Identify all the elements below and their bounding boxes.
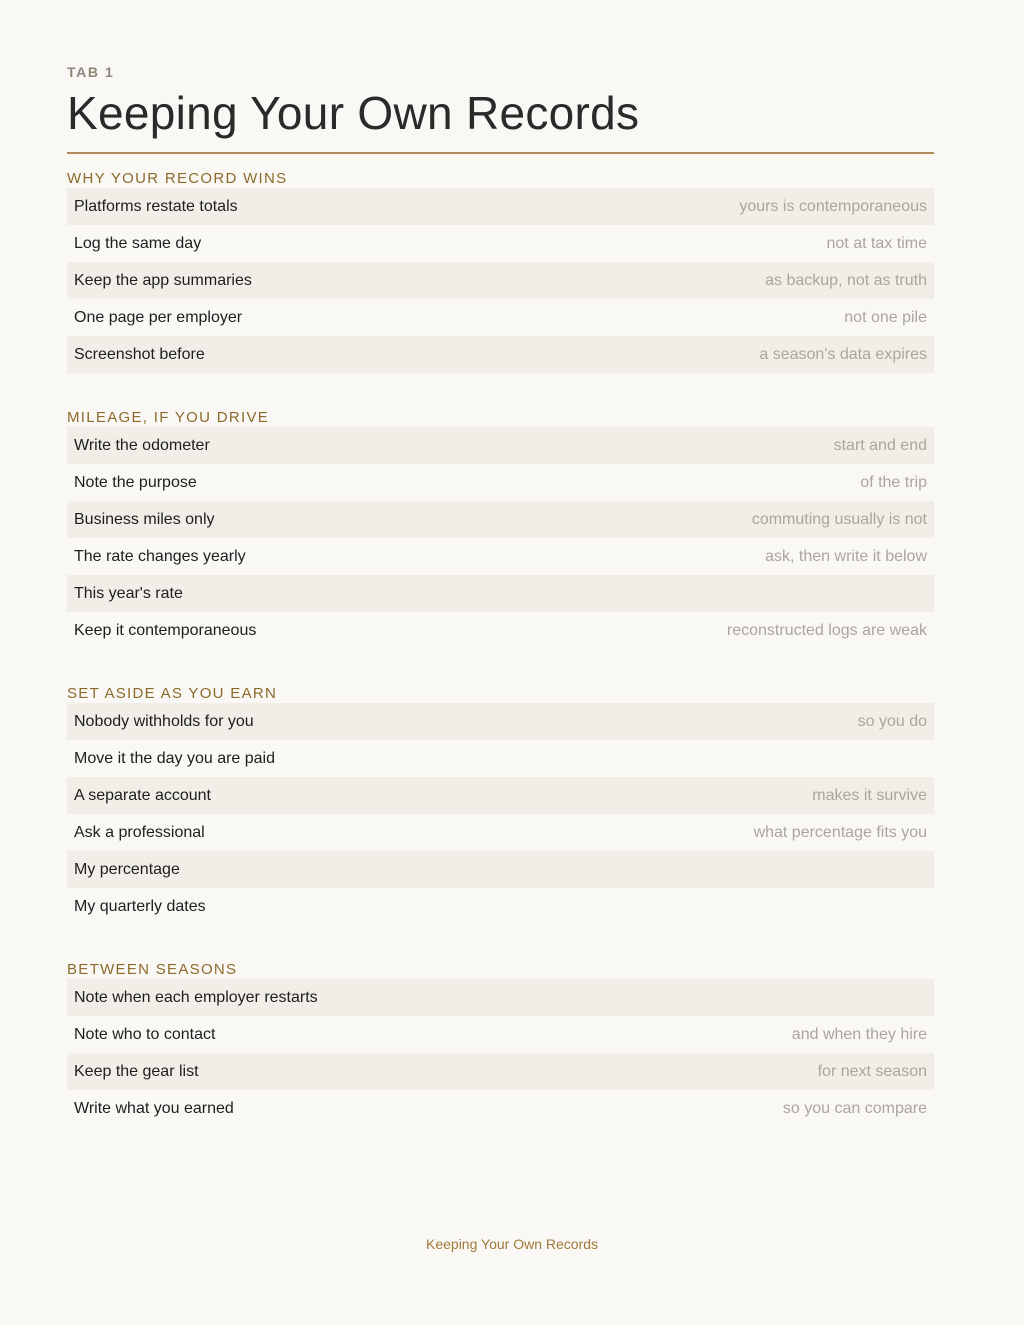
list-item (67, 464, 934, 501)
item-note: commuting usually is not (751, 510, 927, 528)
item-label: Move it the day you are paid (74, 749, 276, 767)
tab-label: TAB 1 (67, 64, 115, 80)
item-label: Note who to contact (74, 1025, 216, 1043)
section-between-seasons (67, 961, 934, 1127)
item-note: so you can compare (782, 1099, 927, 1117)
list-item (67, 851, 934, 888)
item-note: makes it survive (812, 786, 927, 804)
item-label: This year's rate (74, 584, 183, 602)
list-item (67, 777, 934, 814)
item-note: not one pile (844, 308, 927, 326)
list-item (67, 299, 934, 336)
list-item (67, 814, 934, 851)
item-note: not at tax time (826, 234, 927, 252)
item-label: Platforms restate totals (74, 197, 238, 215)
list-item (67, 427, 934, 464)
item-label: Ask a professional (74, 823, 205, 841)
item-label: Keep the app summaries (74, 271, 252, 289)
list-item (67, 888, 934, 925)
item-note: so you do (857, 712, 927, 730)
item-label: My quarterly dates (74, 897, 206, 915)
item-note: what percentage fits you (753, 823, 927, 841)
list-item (67, 740, 934, 777)
item-label: Keep the gear list (74, 1062, 199, 1080)
list-item (67, 336, 934, 373)
item-label: One page per employer (74, 308, 243, 326)
list-item (67, 188, 934, 225)
item-label: Write the odometer (74, 436, 210, 454)
page-footer: Keeping Your Own Records (426, 1236, 598, 1252)
list-item (67, 538, 934, 575)
item-label: Keep it contemporaneous (74, 621, 257, 639)
item-label: Note when each employer restarts (74, 988, 318, 1006)
list-item (67, 979, 934, 1016)
section-heading: WHY YOUR RECORD WINS (67, 170, 288, 187)
list-item (67, 575, 934, 612)
section-heading: SET ASIDE AS YOU EARN (67, 685, 278, 702)
item-label: Note the purpose (74, 473, 197, 491)
section-mileage (67, 409, 934, 649)
list-item (67, 612, 934, 649)
item-note: a season's data expires (759, 345, 927, 363)
item-note: start and end (833, 436, 927, 454)
item-label: The rate changes yearly (74, 547, 246, 565)
list-item (67, 225, 934, 262)
page-title: Keeping Your Own Records (67, 87, 640, 139)
item-note: for next season (817, 1062, 927, 1080)
item-label: A separate account (74, 786, 211, 804)
list-item (67, 1053, 934, 1090)
section-why-your-record-wins (67, 170, 934, 373)
item-note: ask, then write it below (765, 547, 927, 565)
item-label: Nobody withholds for you (74, 712, 254, 730)
item-note: reconstructed logs are weak (726, 621, 927, 639)
item-label: Write what you earned (74, 1099, 234, 1117)
list-item (67, 501, 934, 538)
list-item (67, 1016, 934, 1053)
section-set-aside (67, 685, 934, 925)
item-note: of the trip (860, 473, 927, 491)
title-divider (67, 152, 934, 154)
list-item (67, 1090, 934, 1127)
item-note: and when they hire (791, 1025, 927, 1043)
item-label: Screenshot before (74, 345, 205, 363)
item-label: My percentage (74, 860, 180, 878)
item-label: Log the same day (74, 234, 202, 252)
section-heading: BETWEEN SEASONS (67, 961, 238, 978)
list-item (67, 262, 934, 299)
item-note: yours is contemporaneous (739, 197, 927, 215)
item-note: as backup, not as truth (765, 271, 927, 289)
section-heading: MILEAGE, IF YOU DRIVE (67, 409, 270, 426)
list-item (67, 703, 934, 740)
item-label: Business miles only (74, 510, 215, 528)
